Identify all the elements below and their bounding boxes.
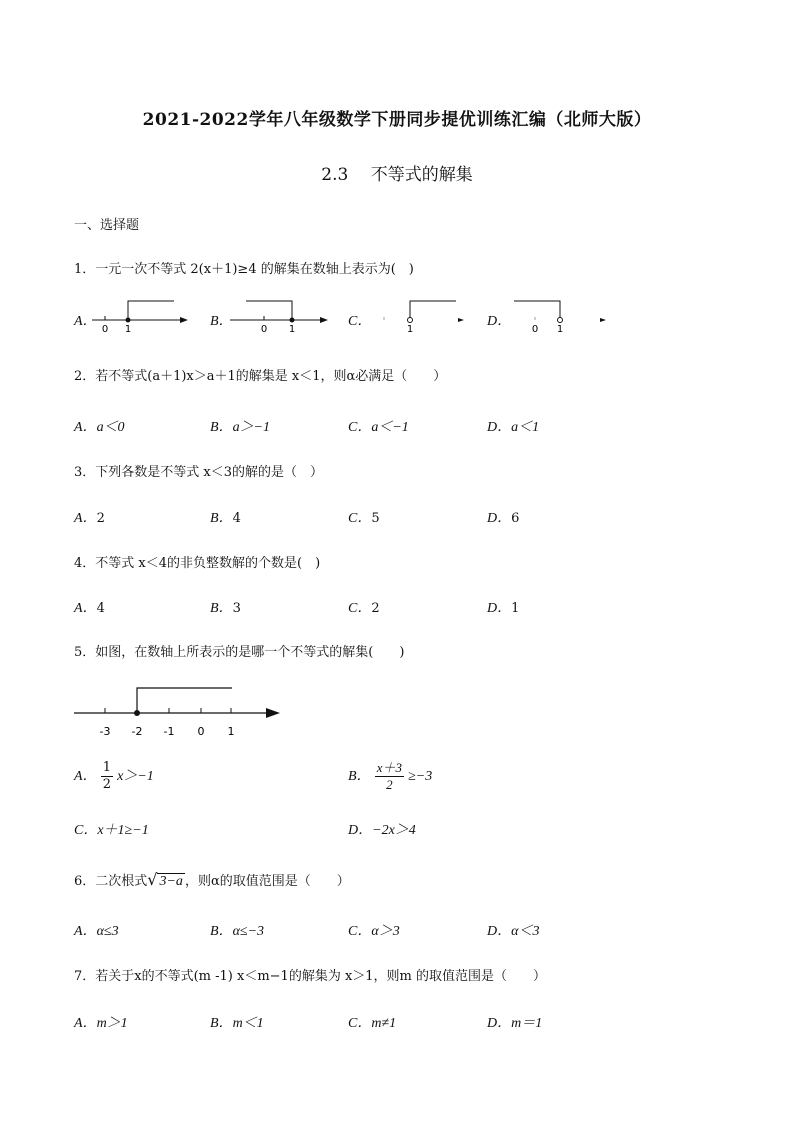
question-3-stem: 3．下列各数是不等式 x＜3的解的是（ ） [74, 465, 324, 480]
q5-option-a: A． $\frac{1}{2}$ x＞−1 [74, 760, 154, 792]
q1-option-d-number-line [508, 298, 610, 334]
q7-option-c: C．m≠1 [348, 1016, 397, 1031]
question-6-stem: 6．二次根式√ 3−a ，则α的取值范围是（ ） [74, 870, 350, 889]
tick-label: 0 [260, 324, 268, 334]
q4-option-c: C．2 [348, 601, 380, 616]
q4-option-d: D．1 [487, 601, 520, 616]
lesson-title: 2.3 不等式的解集 [321, 165, 473, 185]
tick-label: 1 [406, 324, 414, 334]
q7-option-b: B．m＜1 [210, 1016, 264, 1031]
q6-option-b: B．α≤−3 [210, 924, 265, 939]
q2-option-a: A．a＜0 [74, 420, 125, 435]
q1-option-b-number-line [228, 298, 330, 334]
radicand: 3−a [159, 874, 183, 889]
tick-label: -1 [163, 725, 175, 738]
question-2-stem: 2．若不等式(a＋1)x＞a＋1的解集是 x＜1，则α必满足（ ） [74, 369, 447, 384]
q3-option-a: A．2 [74, 511, 105, 526]
question-4-stem: 4．不等式 x＜4的非负整数解的个数是( ) [74, 556, 321, 571]
tick-label: 1 [556, 324, 564, 334]
document-title: 2021-2022学年八年级数学下册同步提优训练汇编（北师大版） [142, 110, 652, 130]
tick-label: 0 [101, 324, 109, 334]
q7-option-d: D．m＝1 [487, 1016, 543, 1031]
tick-label: 1 [124, 324, 132, 334]
q1-option-d-label: D． [487, 314, 512, 329]
question-1-stem: 1．一元一次不等式 2(x＋1)≥4 的解集在数轴上表示为( ) [74, 262, 414, 277]
q4-option-b: B．3 [210, 601, 241, 616]
q2-option-d: D．a＜1 [487, 420, 540, 435]
q1-option-a-label: A． [74, 314, 97, 329]
q3-option-c: C．5 [348, 511, 380, 526]
q6-option-c: C．α＞3 [348, 924, 400, 939]
q4-option-a: A．4 [74, 601, 105, 616]
tick-label: 0 [197, 725, 205, 738]
question-7-stem: 7．若关于x的不等式(m -1) x＜m−1的解集为 x＞1，则m 的取值范围是（ ） [74, 969, 547, 984]
tick-label: 1 [227, 725, 235, 738]
q3-option-b: B．4 [210, 511, 241, 526]
q7-option-a: A．m＞1 [74, 1016, 128, 1031]
tick-label: 1 [288, 324, 296, 334]
tick-label: -3 [99, 725, 111, 738]
q5-option-d: D．−2x＞4 [348, 823, 416, 838]
q5-option-c: C．x＋1≥−1 [74, 823, 149, 838]
q5-option-b: B． $\frac{x+3}{2}$ ≥−3 [348, 760, 433, 792]
tick-label: -2 [131, 725, 143, 738]
q1-option-b-label: B． [210, 314, 233, 329]
q3-option-d: D．6 [487, 511, 520, 526]
q6-option-d: D．α＜3 [487, 924, 540, 939]
q5-number-line-figure [70, 680, 285, 742]
q1-option-a-number-line [90, 298, 190, 334]
q2-option-b: B．a＞−1 [210, 420, 271, 435]
question-5-stem: 5．如图，在数轴上所表示的是哪一个不等式的解集( ) [74, 645, 405, 660]
q1-option-c-label: C． [348, 314, 372, 329]
tick-label: 0 [531, 324, 539, 334]
q1-option-c-number-line [372, 298, 472, 334]
radical-sign: √ [147, 870, 158, 889]
section-heading: 一、选择题 [74, 218, 140, 233]
q6-option-a: A．α≤3 [74, 924, 119, 939]
q2-option-c: C．a＜−1 [348, 420, 409, 435]
